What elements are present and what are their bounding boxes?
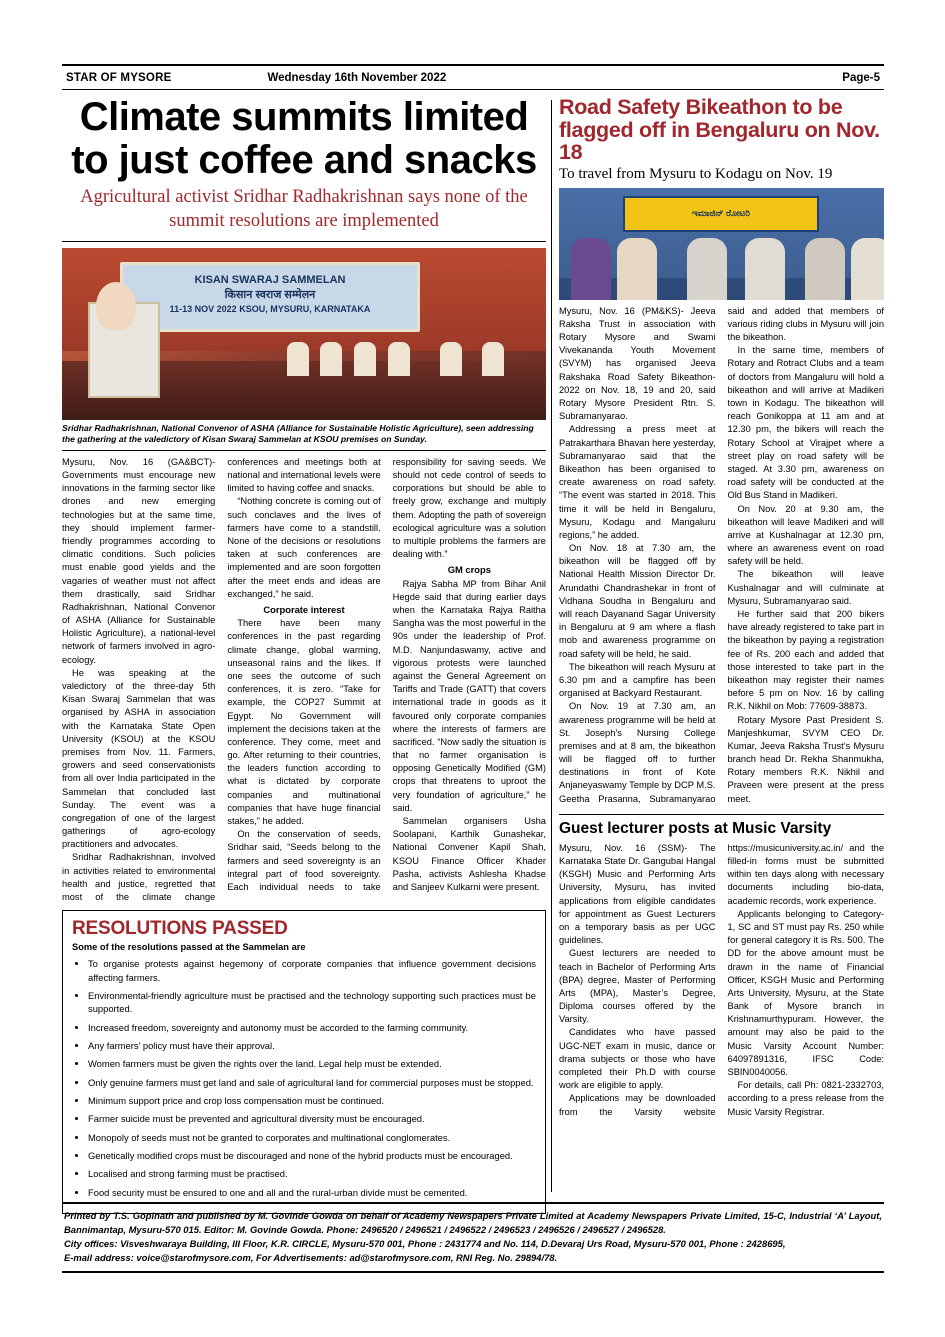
photo-banner-line2: किसान स्वराज सम्मेलन [224, 289, 316, 302]
paragraph: On Nov. 19 at 7.30 am, an awareness programme will be held at St. Joseph’s Nursing College premises and at 8 am, the bikeathon will be flagged off to further destinations in front of Kote Anjaneyaswamy Temple by DCP M.S. Geetha Prasanna, Subramanyarao said and added that members of various riding clubs in Mysuru will join the bikeathon. [559, 305, 884, 804]
photo-seated-person [287, 342, 309, 376]
photo-seated-person [320, 342, 342, 376]
photo-person [805, 238, 845, 300]
paragraph: Mysuru, Nov. 16 (SSM)- The Karnataka State Dr. Gangubai Hangal (KSGH) Music and Performing Arts University, Mysuru, has invited applications from eligible candidates for appointment as Guest Lecturers on a temporary basis as per UGC guidelines. [559, 842, 716, 946]
bikeathon-photo [559, 188, 884, 300]
list-item: • Environmental-friendly agriculture must be practised and the technology supporting such practices must be supported. [88, 989, 536, 1016]
lead-photo [62, 248, 546, 420]
paragraph: Applicants belonging to Category- 1, SC and ST must pay Rs. 250 while for general category it is Rs. 500. The DD for the above amount must be drawn in the name of Financial Officer, KSGH Music and Performing Arts University, Mysuru, at the State Bank of Mysore branch in Krishnamurthypuram. However, the amount may also be paid to the Music Varsity Account Number: 64097891316, IFSC Code: SBIN0040056. [727, 908, 884, 1077]
masthead-paper-name: STAR OF MYSORE [66, 71, 172, 84]
paragraph: Mysuru, Nov. 16 (GA&BCT)- Governments must encourage new innovations in the farming sector like drones and new emerging technologies but at the same time, they should implement farmer-friendly programmes according to climatic conditions. Such policies must enable good yields and the vagaries of weather must not affect them drastically, said Sridhar Radhakrishnan, National Convenor of ASHA (Alliance for Sustainable Holistic Agriculture), a national-level network of farmers involved in agro-ecology. [62, 456, 216, 665]
list-item: • Genetically modified crops must be discouraged and none of the hybrid products must be encouraged. [88, 1149, 536, 1162]
masthead-page-number: Page-5 [842, 71, 880, 84]
paragraph: Candidates who have passed UGC-NET exam in music, dance or drama subjects or those who have completed their Ph.D with course work are eligible to apply. [559, 1027, 716, 1091]
lead-body-columns [62, 456, 546, 904]
paragraph: In the same time, members of Rotary and Rotract Clubs and a team of doctors from Mangaluru will hold a bikeathon and will arrive at Madikeri town in Kodagu. The bikeathon will reach Gonikoppa at 11 am and at 12.30 pm, the bikers will reach the Rotary School at Virajpet where a street play on road safety will be staged. At 3.30 pm, awareness on road safety will be conducted at the Old Bus Stand in Madikeri. [727, 345, 884, 501]
photo-person [687, 238, 727, 300]
list-item: • Farmer suicide must be prevented and agricultural diversity must be encouraged. [88, 1112, 536, 1125]
subheading-corporate-interest: Corporate interest [263, 603, 345, 615]
resolutions-title: RESOLUTIONS PASSED [72, 918, 288, 940]
masthead-date: Wednesday 16th November 2022 [267, 71, 447, 84]
footer-line-2: City offices: Visveshwaraya Building, III Floor, K.R. CIRCLE, Mysuru-570 001, Phone : 2431774 and No. 114, D.Devaraj Urs Road, Mysuru-570 001, Phone : 2428695, [64, 1238, 786, 1250]
subheading-gm-crops: GM crops [447, 564, 491, 576]
paragraph: On Nov. 18 at 7.30 am, the bikeathon will be flagged off by National Health Mission Director Dr. Arundathi Chandrashekar in front of Vidhana Soudha in Bengaluru and will reach Dayanand Sagar University in Bengaluru at 9 am where a flash mob and awareness programme on road safety will be held, he said. [559, 543, 716, 659]
bikeathon-subhead: To travel from Mysuru to Kodagu on Nov. 19 [559, 165, 833, 182]
photo-person [617, 238, 657, 300]
paragraph: On Nov. 20 at 9.30 am, the bikeathon will leave Madikeri and will arrive at Kushalnagar at 12.30 pm, where an awareness event on road safety will be held. [727, 503, 884, 567]
photo-speaker [96, 282, 136, 330]
paragraph: For details, call Ph: 0821-2332703, according to a press release from the Music Varsity Registrar. [727, 1080, 884, 1117]
list-item: • To organise protests against hegemony of corporate companies that influence government decisions affecting farmers. [88, 957, 536, 984]
photo-seated-person [388, 342, 410, 376]
paragraph: Sridhar Radhakrishnan, involved in activities related to environmental health and justice, regretted that most of the climate change conferences and meetings both at national and international levels were limited to having coffee and snacks. [62, 456, 381, 902]
resolutions-subtitle: Some of the resolutions passed at the Sammelan are [72, 942, 306, 953]
photo-seated-person [440, 342, 462, 376]
paragraph: “Nothing concrete is coming out of such conclaves and the lives of farmers have come to a standstill. None of the decisions or resolutions taken at such conferences are implemented and are soon forgotten after the meet ends and ideas are exchanged,” he said. [227, 496, 381, 599]
page-footer [62, 1202, 884, 1273]
list-item: • Any farmers’ policy must have their approval. [88, 1039, 536, 1052]
masthead [62, 64, 884, 90]
bikeathon-body [559, 305, 884, 806]
photo-banner-line1: KISAN SWARAJ SAMMELAN [194, 273, 346, 286]
resolutions-box [62, 910, 546, 1214]
lead-headline: Climate summits limited to just coffee and snacks [71, 95, 537, 183]
paragraph: Rajya Sabha MP from Bihar Anil Hegde said that during earlier days when the Karnataka Rajya Raitha Sangha was the most powerful in the 90s under the leadership of Prof. M.D. Nanjundaswamy, active and vigorous protests were launched against the General Agreement on Tariffs and Trade (GATT) that covers international trade in goods as it favoured only corporate companies where the interests of farmers are sacrificed. “Now sadly the situation is that no farmer organisation is opposing Genetically Modified (GM) crops that threatens to uproot the very foundation of agriculture,” he said. [392, 578, 546, 813]
paragraph: Applications may be downloaded from the Varsity website https://musicuniversity.ac.in/ and the filled-in forms must be submitted within ten days along with necessary documents including bio-data, academic records, work experience. [559, 842, 884, 1117]
paragraph: The bikeathon will leave Kushalnagar and will culminate at Mysuru, Subramanyarao said. [727, 569, 884, 606]
paragraph: Mysuru, Nov. 16 (PM&KS)- Jeeva Raksha Trust in association with Rotary Mysore and Swami Vivekananda Youth Movement (SVYM) has organised Jeeva Rakshaka Road Safety Bikeathon-2022 on Nov. 18, 19 and 20, said Rotary Mysore President Rtn. S. Subramanyarao. [559, 305, 716, 422]
list-item: • Minimum support price and crop loss compensation must be continued. [88, 1094, 536, 1107]
paragraph: The bikeathon will reach Mysuru at 6.30 pm and a campfire has been organised at Backyard Restaurant. [559, 661, 716, 699]
paragraph: On the conservation of seeds, Sridhar said, “Seeds belong to the farmers and seed sovereignty is an integral part of food sovereignty. Each individual needs to take responsibility for saving seeds. We should not cede control of seeds to corporations but should be able to freely grow, exchange and multiply them. Adopting the path of sovereign ecological agriculture was a solution to multiple problems the farmers are dealing with.” [227, 456, 546, 892]
lead-subhead: Agricultural activist Sridhar Radhakrishnan says none of the summit resolutions are implemented [80, 187, 528, 231]
lead-story [62, 96, 546, 1214]
photo-person [571, 238, 611, 300]
paragraph: There have been many conferences in the past regarding climate change, global warming, unseasonal rains and the likes. If one sees the outcome of such conferences, it is zero. “Take for example, the COP27 Summit at Egypt. No Government will implement the decisions taken at the conference. They come, meet and go. After returning to their countries, the leaders function according to what is dictated by corporate companies and multinational companies that have huge financial stakes,” he added. [227, 618, 381, 827]
paragraph: Addressing a press meet at Patrakarthara Bhavan here yesterday, Subramanyarao said that the Bikeathon has been organised to create awareness on road safety. “The event was started in 2018. This time it will be held in Bengaluru, Mysuru, Kodagu and Mangaluru regions,” he added. [559, 424, 716, 540]
music-varsity-headline: Guest lecturer posts at Music Varsity [559, 814, 884, 838]
right-column [559, 96, 884, 1119]
list-item: • Localised and strong farming must be practised. [88, 1167, 536, 1180]
bikeathon-photo-banner: ಇಮಾಜಿನ್ ರೋಟರಿ [623, 196, 819, 232]
paragraph: He was speaking at the valedictory of the three-day 5th Kisan Swaraj Sammelan that was organised by ASHA in association with the Karnataka State Open University (KSOU) at the KSOU premises from Nov. 11. Farmers, growers and seed conservationists from all over India participated in the Sammelan that concluded last Sunday. The event was a congregation of one of the largest gatherings of agro-ecology practitioners and advocates. [62, 667, 216, 850]
photo-person [745, 238, 785, 300]
footer-line-3: E-mail address: voice@starofmysore.com, For Advertisements: ad@starofmysore.com, RNI Reg. No. 29894/78. [64, 1252, 558, 1264]
list-item: • Food security must be ensured to one and all and the rural-urban divide must be cemented. [88, 1186, 536, 1199]
list-item: • Monopoly of seeds must not be granted to corporates and multinational conglomerates. [88, 1131, 536, 1144]
photo-banner-line3: 11-13 NOV 2022 KSOU, MYSURU, KARNATAKA [169, 304, 371, 315]
paragraph: Rotary Mysore Past President S. Manjeshkumar, SVYM CEO Dr. Kumar, Jeeva Raksha Trust’s Mysuru branch head Dr. Rekha Shanmukha, Rotary members R.K. Nikhil and Praveen were present at the press meet. [727, 714, 884, 804]
photo-seated-person [354, 342, 376, 376]
lead-photo-caption: Sridhar Radhakrishnan, National Convenor of ASHA (Alliance for Sustainable Holistic Agriculture), seen addressing the gathering at the valedictory of Kisan Swaraj Sammelan at KSOU premises on Sunday. [62, 420, 546, 451]
list-item: • Only genuine farmers must get land and sale of agricultural land for commercial purposes must be stopped. [88, 1076, 536, 1089]
paragraph: He further said that 200 bikers have already registered to take part in the bikeathon by paying a registration fee of Rs. 200 each and added that those interested to take part in the bikeathon may register their names before 5 pm on Nov. 16 by calling R.K. Nikhil on Mob: 77609-38873. [727, 609, 884, 712]
photo-seated-person [482, 342, 504, 376]
bikeathon-headline: Road Safety Bikeathon to be flagged off in Bengaluru on Nov. 18 [559, 95, 880, 165]
music-varsity-body [559, 842, 884, 1119]
list-item: • Women farmers must be given the rights over the land. Legal help must be extended. [88, 1057, 536, 1070]
column-divider [551, 100, 552, 1192]
footer-line-1: Printed by T.S. Gopinath and published by M. Govinde Gowda on behalf of Academy Newspapers Private Limited at Academy Newspapers Private Limited, 15-C, Industrial ‘A’ Layout, Bannimantap, Mysuru-570 015. Editor: M. Govinde Gowda. Phone: 2496520 / 2496521 / 2496522 / 2496523 / 2496526 / 2496527 / 2496528. [64, 1210, 882, 1236]
resolutions-list [72, 957, 536, 1199]
photo-person [851, 238, 884, 300]
paragraph: Sammelan organisers Usha Soolapani, Karthik Gunashekar, National Convener Kapil Shah, KSOU Finance Officer Khader Pasha, activists Ashlesha Khadse and Sanjeev Kulkarni were present. [392, 816, 546, 892]
photo-banner [120, 262, 420, 332]
rule [62, 241, 546, 242]
paragraph: Guest lecturers are needed to teach in Bachelor of Performing Arts (BPA) degree, Master of Performing Arts (MPA), Master’s Degree, Diploma courses offered by the Varsity. [559, 948, 716, 1025]
list-item: • Increased freedom, sovereignty and autonomy must be accorded to the farming community. [88, 1021, 536, 1034]
